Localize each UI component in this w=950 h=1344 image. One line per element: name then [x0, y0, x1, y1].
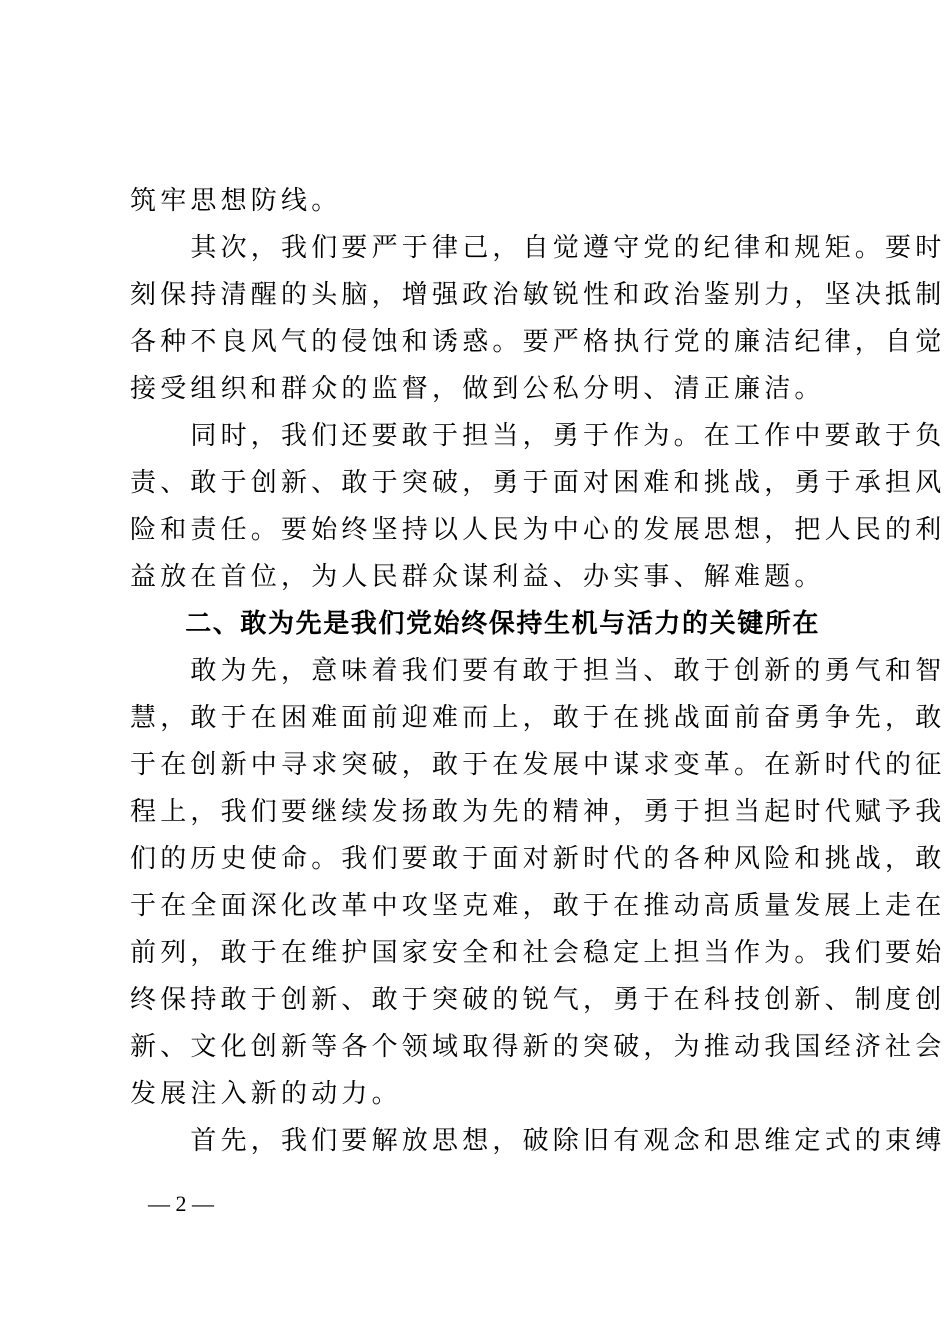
text-line: 发展注入新的动力。 [130, 1079, 402, 1109]
text-line: 于在创新中寻求突破，敢于在发展中谋求变革。在新时代的征 [130, 750, 946, 780]
text-line: 责、敢于创新、敢于突破，勇于面对困难和挑战，勇于承担风 [130, 468, 946, 498]
text-line: 接受组织和群众的监督，做到公私分明、清正廉洁。 [130, 374, 825, 404]
text-line: 刻保持清醒的头脑，增强政治敏锐性和政治鉴别力，坚决抵制 [130, 280, 946, 310]
text-line: 其次，我们要严于律己，自觉遵守党的纪律和规矩。要时 [130, 233, 946, 263]
text-line: 筑牢思想防线。 [130, 186, 342, 216]
text-line: 们的历史使命。我们要敢于面对新时代的各种风险和挑战，敢 [130, 844, 946, 874]
text-line: 险和责任。要始终坚持以人民为中心的发展思想，把人民的利 [130, 515, 946, 545]
text-line: 新、文化创新等各个领域取得新的突破，为推动我国经济社会 [130, 1032, 946, 1062]
text-line: 益放在首位，为人民群众谋利益、办实事、解难题。 [130, 562, 825, 592]
text-line: 同时，我们还要敢于担当，勇于作为。在工作中要敢于负 [130, 421, 946, 451]
text-line: 敢为先，意味着我们要有敢于担当、敢于创新的勇气和智 [130, 656, 946, 686]
text-line: 慧，敢于在困难面前迎难而上，敢于在挑战面前奋勇争先，敢 [130, 703, 946, 733]
section-heading: 二、敢为先是我们党始终保持生机与活力的关键所在 [130, 609, 821, 639]
text-line: 程上，我们要继续发扬敢为先的精神，勇于担当起时代赋予我 [130, 797, 946, 827]
text-line: 终保持敢于创新、敢于突破的锐气，勇于在科技创新、制度创 [130, 985, 946, 1015]
text-line: 前列，敢于在维护国家安全和社会稳定上担当作为。我们要始 [130, 938, 946, 968]
page-number: — 2 — [148, 1191, 214, 1216]
text-line: 各种不良风气的侵蚀和诱惑。要严格执行党的廉洁纪律，自觉 [130, 327, 946, 357]
text-line: 于在全面深化改革中攻坚克难，敢于在推动高质量发展上走在 [130, 891, 946, 921]
text-line: 首先，我们要解放思想，破除旧有观念和思维定式的束缚 [130, 1126, 946, 1156]
